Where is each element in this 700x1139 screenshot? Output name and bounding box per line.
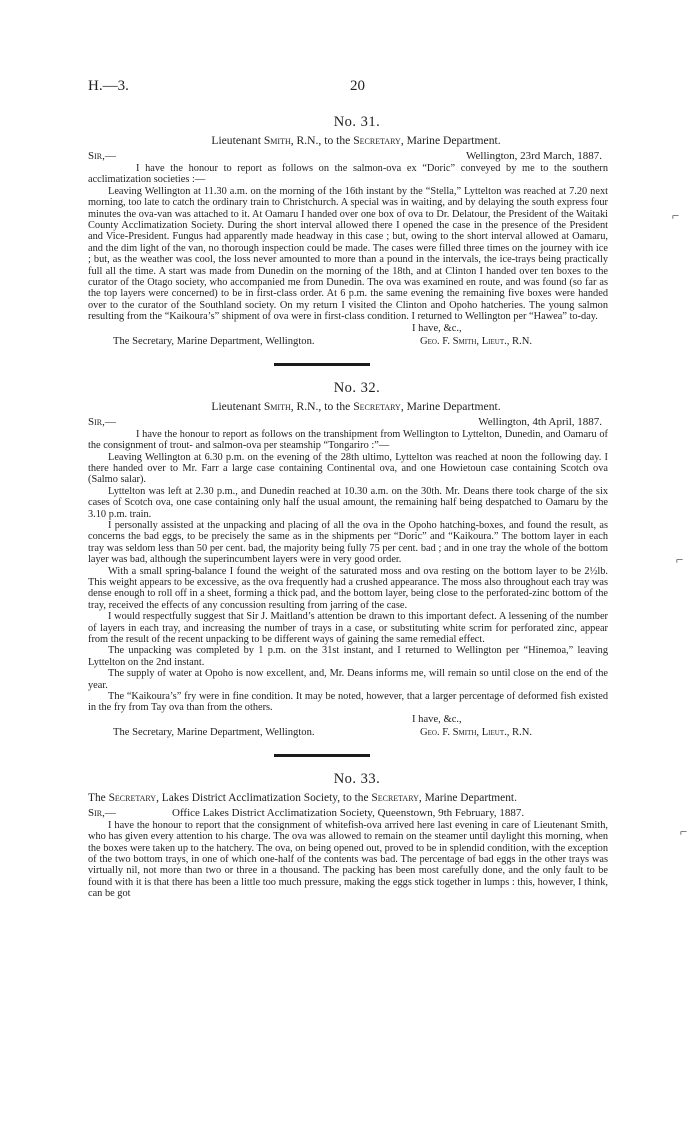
letter-headline: The Secretary, Lakes District Acclimatization Society, to the Secretary, Marine Department. [88, 791, 517, 804]
place-date: Office Lakes District Acclimatization Society, Queenstown, 9th February, 1887. [172, 806, 525, 819]
signature: Geo. F. Smith, Lieut., R.N. [420, 335, 533, 347]
paragraph: Leaving Wellington at 6.30 p.m. on the evening of the 28th ultimo, Lyttelton was reached at noon the following day. I there handed over to Mr. Farr a large case containing Continental ova, and one Howietoun case containing Scotch ova (Salmo salar). [88, 451, 608, 486]
letter-number: No. 31. [333, 114, 381, 130]
page-number: 20 [350, 78, 365, 94]
letter-closing [88, 323, 608, 349]
place-date: Wellington, 23rd March, 1887. [466, 150, 602, 162]
paragraph: The “Kaikoura’s” fry were in fine condition. It may be noted, however, that a larger percentage of deformed fish existed in the fry from Tay ova than from the others. [88, 691, 608, 714]
paragraph: Leaving Wellington at 11.30 a.m. on the morning of the 16th instant by the “Stella,” Lyttelton was reached at 7.20 next morning, too late to catch the ordinary train to Christchurch. A special was in waiting, and by delaying the south express four minutes the ova-van was attached to it. At Oamaru I handed over one box of ova to Dr. Delatour, the President of the Waitaki County Acclimatization Society. During the short interval allowed there I opened the case in the presence of the President and Vice-President. Fungus had apparently made headway in this case ; but, owing to the short interval allowed at Oamaru, and the dim light of the van, no thorough inspection could be made. The cases were filled three times on the journey with ice ; but, as the weather was cool, the loss never amounted to more than a pound in the intervals, the ice-trays being practically full all the time. A start was made from Dunedin on the morning of the 18th, and at Clinton I handed over ten boxes to the curator of the Otago society, who accompanied me from Dunedin. The ova was examined en route, and was found (so far as the top layers were concerned) to be in first-class order. At 6 p.m. the same evening the remaining five boxes were handed over to the curator of the Southland society. On my return I visited the Clinton and Opoho hatcheries. The young salmon resulting from the “Kaikoura’s” shipment of ova were in first-class condition. I returned to Wellington per “Hawea” to-day. [88, 185, 608, 323]
paragraph: I have the honour to report that the consignment of whitefish-ova arrived here last evening in care of Lieutenant Smith, who has given every attention to his charge. The ova was allowed to remain on the steamer until daylight this morning, when the boxes were taken up to the hatchery. The ova, on being opened out, proved to be in splendid condition, with the exception of the two bottom trays, in one of which one-half of the contents was bad. The percentage of bad eggs in the other trays was virtually nil, not more than two or three in a thousand. The packing has been most carefully done, and the only fault to be found with it is that there has been a little too much pressure, making the eggs stick together in lumps : this, however, I think, can be got [88, 819, 608, 900]
place-date: Wellington, 4th April, 1887. [478, 415, 602, 428]
letter-headline: Lieutenant Smith, R.N., to the Secretary, Marine Department. [211, 399, 501, 413]
paragraph: I have the honour to report as follows on the transhipment from Wellington to Lyttelton, Dunedin, and Oamaru of the consignment of trout- and salmon-ova per steamship “Tongariro :”— [88, 428, 608, 452]
letter-number: No. 33. [333, 770, 381, 787]
salutation: Sir,— [88, 150, 116, 162]
section-divider [274, 363, 370, 366]
salutation: Sir,— [88, 415, 116, 428]
running-header [88, 78, 608, 100]
paragraph: The unpacking was completed by 1 p.m. on the 31st instant, and I returned to Wellington per “Hinemoa,” leaving Lyttelton on the 2nd instant. [88, 645, 608, 668]
letter-31 [88, 114, 608, 366]
section-divider [274, 754, 370, 757]
document-page [88, 78, 608, 900]
paragraph: I have the honour to report as follows on the salmon-ova ex “Doric” conveyed by me to the southern acclimatization societies :— [88, 163, 608, 186]
addressee: The Secretary, Marine Department, Wellington. [113, 726, 315, 738]
closing: I have, &c., [412, 713, 462, 725]
salutation-line [88, 150, 608, 163]
letter-headline: Lieutenant Smith, R.N., to the Secretary, Marine Department. [211, 134, 501, 147]
paragraph: I would respectfully suggest that Sir J. Maitland’s attention be drawn to this important defect. A lessening of the number of layers in each tray, and increasing the number of trays in a case, or substituting white scrim for perforated zinc, appear from the result of the recent unpacking to be different ways of gaining the same remedial effect. [88, 611, 608, 645]
letter-closing [88, 714, 608, 740]
paragraph: I personally assisted at the unpacking and placing of all the ova in the Opoho hatching-boxes, and found the result, as concerns the bad eggs, to be precisely the same as in the shipments per “Doric” and “Kaikoura.” The bottom layer in each tray was seldom less than 50 per cent. bad, the majority being fully 75 per cent. bad ; and in one tray the whole of the bottom layer was bad, although the superincumbent layers were in very good order. [88, 519, 608, 566]
salutation: Sir,— [88, 806, 116, 819]
letter-33 [88, 771, 608, 900]
document-code: H.—3. [88, 78, 129, 94]
paragraph: Lyttelton was left at 2.30 p.m., and Dunedin reached at 10.30 a.m. on the 30th. Mr. Deans there took charge of the six cases of Scotch ova, one case containing only half the usual amount, the remaining half being despatched to Oamaru by the 3.10 p.m. train. [88, 485, 608, 520]
letter-32 [88, 380, 608, 757]
closing: I have, &c., [412, 322, 462, 334]
margin-mark-3: ⌐ [680, 824, 688, 839]
salutation-line [88, 416, 608, 429]
paragraph: The supply of water at Opoho is now excellent, and, Mr. Deans informs me, will remain so until close on the end of the year. [88, 668, 608, 691]
paragraph: With a small spring-balance I found the weight of the saturated moss and ova resting on the bottom layer to be 2½lb. This weight appears to be excessive, as the ova frequently had a crushed appearance. The moss also throughout each tray was dense enough to roll off in a sheet, forming a thick pad, and the bottom layer, being close to the perforated-zinc bottom of the tray, received the effects of any concussion resulting from jarring of the case. [88, 565, 608, 611]
letter-number: No. 32. [333, 379, 381, 396]
addressee: The Secretary, Marine Department, Wellington. [113, 335, 315, 347]
salutation-line [88, 807, 608, 820]
margin-mark-2: ⌐ [676, 552, 684, 567]
margin-mark-1: ⌐ [672, 208, 680, 223]
signature: Geo. F. Smith, Lieut., R.N. [420, 726, 533, 738]
